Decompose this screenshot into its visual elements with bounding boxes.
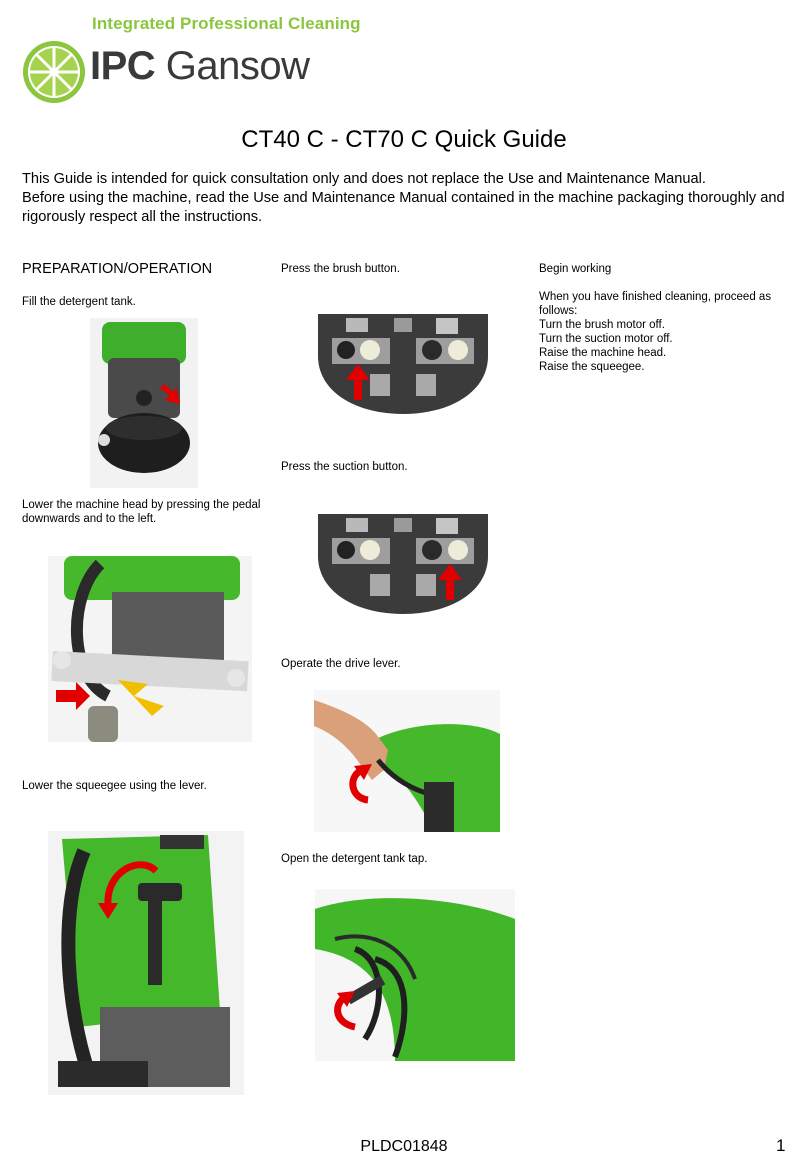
step-fill-detergent: Fill the detergent tank. <box>22 296 136 308</box>
step-detergent-tap: Open the detergent tank tap. <box>281 853 428 865</box>
photo-detergent-tap <box>315 889 515 1061</box>
page-title: CT40 C - CT70 C Quick Guide <box>241 126 567 153</box>
tagline: Integrated Professional Cleaning <box>92 14 361 33</box>
finish-intro: When you have finished cleaning, proceed as follows: <box>539 291 772 317</box>
photo-pedal <box>48 556 252 742</box>
brand-rest: Gansow <box>155 44 310 88</box>
brand-bold: IPC <box>90 44 156 88</box>
finish-instructions <box>539 290 789 374</box>
photo-control-panel-brush <box>310 306 496 420</box>
step-drive-lever: Operate the drive lever. <box>281 658 401 670</box>
begin-working: Begin working <box>539 263 612 275</box>
intro <box>22 170 792 227</box>
intro-line-2: Before using the machine, read the Use and Maintenance Manual contained in the machine packaging thoroughly and rigorously respect all the instructions. <box>22 190 785 225</box>
brand-name <box>90 46 310 86</box>
step-lower-head: Lower the machine head by pressing the pedal downwards and to the left. <box>22 499 261 525</box>
step-lower-squeegee: Lower the squeegee using the lever. <box>22 780 207 792</box>
lime-logo-icon <box>22 40 86 104</box>
section-heading: PREPARATION/OPERATION <box>22 261 213 277</box>
step-brush-button: Press the brush button. <box>281 263 400 275</box>
step-suction-button: Press the suction button. <box>281 461 408 473</box>
finish-step: Raise the machine head. <box>539 347 667 359</box>
logo <box>22 40 86 104</box>
intro-line-1: This Guide is intended for quick consultation only and does not replace the Use and Maintenance Manual. <box>22 171 706 187</box>
finish-step: Raise the squeegee. <box>539 361 645 373</box>
photo-control-panel-suction <box>310 506 496 620</box>
finish-step: Turn the suction motor off. <box>539 333 673 345</box>
page-number: 1 <box>776 1136 786 1155</box>
photo-drive-lever <box>314 690 500 832</box>
photo-squeegee-lever <box>48 831 244 1095</box>
finish-step: Turn the brush motor off. <box>539 319 665 331</box>
document-code: PLDC01848 <box>360 1138 448 1155</box>
photo-detergent-tank <box>90 318 198 488</box>
